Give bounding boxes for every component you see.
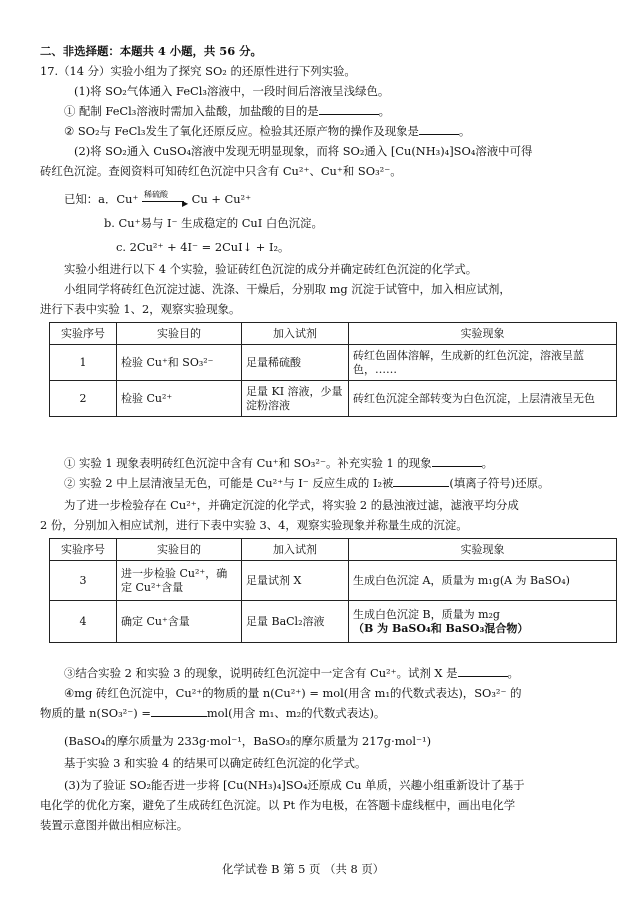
answer-blank (151, 706, 207, 717)
plan-line-3: 进行下表中实验 1、2，观察实验现象。 (40, 302, 241, 316)
known-a-pre: 已知：a．Cu⁺ (64, 192, 139, 206)
question-i-text: ① 实验 1 现象表明砖红色沉淀中含有 Cu⁺和 SO₃²⁻。补充实验 1 的现象 (64, 456, 432, 470)
answer-blank (393, 476, 449, 487)
table-header: 实验序号 (50, 539, 117, 561)
question-iii (64, 666, 519, 680)
question-ii (64, 476, 549, 490)
table-header: 实验目的 (117, 323, 242, 345)
table-cell: 足量稀硫酸 (242, 345, 349, 381)
table-header-row (50, 323, 617, 345)
table-header: 实验目的 (117, 539, 242, 561)
table-row (50, 381, 617, 417)
table-cell-note: （B 为 BaSO₄和 BaSO₃混合物） (353, 621, 529, 635)
known-a-post: Cu + Cu²⁺ (191, 192, 252, 206)
punct: 。 (378, 104, 391, 118)
plan-line-2: 小组同学将砖红色沉淀过滤、洗涤、干燥后，分别取 mg 沉淀于试管中，加入相应试剂， (64, 282, 511, 296)
known-c: c. 2Cu²⁺ + 4I⁻ = 2CuI↓ + I₂。 (116, 240, 290, 254)
table-cell: 检验 Cu²⁺ (117, 381, 242, 417)
table-cell: 1 (50, 345, 117, 381)
experiment-table-2 (49, 538, 617, 643)
answer-blank (419, 124, 459, 135)
question-iii-text: ③结合实验 2 和实验 3 的现象，说明砖红色沉淀中一定含有 Cu²⁺。试剂 X 是 (64, 666, 458, 680)
table-cell: 足量 KI 溶液，少量淀粉溶液 (242, 381, 349, 417)
table-cell: 3 (50, 561, 117, 601)
table-cell: 2 (50, 381, 117, 417)
part-1-item-a-text: ① 配制 FeCl₃溶液时需加入盐酸，加盐酸的目的是 (64, 104, 319, 118)
table-cell: 生成白色沉淀 A，质量为 m₁g(A 为 BaSO₄) (349, 561, 617, 601)
molar-mass-note: (BaSO₄的摩尔质量为 233g·mol⁻¹，BaSO₃的摩尔质量为 217g·mol⁻¹) (64, 734, 432, 748)
page-footer: 化学试卷 B 第 5 页 （共 8 页） (222, 862, 385, 876)
table-cell: 足量试剂 X (242, 561, 349, 601)
part-1-text: (1)将 SO₂气体通入 FeCl₃溶液中，一段时间后溶液呈浅绿色。 (74, 84, 390, 98)
punct: 。 (481, 456, 493, 470)
question-i (64, 456, 493, 470)
table-cell: 4 (50, 601, 117, 643)
table-header-row (50, 539, 617, 561)
table-row (50, 345, 617, 381)
answer-blank (458, 666, 508, 677)
answer-blank (319, 104, 379, 115)
table-header: 实验现象 (349, 539, 617, 561)
part-1-item-a (64, 104, 390, 118)
plan-line-1: 实验小组进行以下 4 个实验，验证砖红色沉淀的成分并确定砖红色沉淀的化学式。 (64, 262, 478, 276)
part-2-line-1: (2)将 SO₂通入 CuSO₄溶液中发现无明显现象，而将 SO₂通入 [Cu(NH₃)₄]SO₄溶液中可得 (74, 144, 533, 158)
table-cell: 砖红色固体溶解，生成新的红色沉淀，溶液呈蓝色，…… (349, 345, 617, 381)
further-line-1: 为了进一步检验存在 Cu²⁺，并确定沉淀的化学式，将实验 2 的悬浊液过滤，滤液平均分成 (64, 498, 519, 512)
table-cell: 进一步检验 Cu²⁺，确定 Cu²⁺含量 (117, 561, 242, 601)
part-2-line-2: 砖红色沉淀。查阅资料可知砖红色沉淀中只含有 Cu²⁺、Cu⁺和 SO₃²⁻。 (40, 164, 402, 178)
question-iv-text-a: 物质的量 n(SO₃²⁻) = (40, 706, 151, 720)
table-header: 加入试剂 (242, 539, 349, 561)
table-header: 实验现象 (349, 323, 617, 345)
question-iv-line-1: ④mg 砖红色沉淀中，Cu²⁺的物质的量 n(Cu²⁺) = mol(用含 m₁的代数式表达)，SO₃²⁻ 的 (64, 686, 522, 700)
table-cell: 检验 Cu⁺和 SO₃²⁻ (117, 345, 242, 381)
table-header: 加入试剂 (242, 323, 349, 345)
punct: 。 (458, 124, 471, 138)
table-cell: 确定 Cu⁺含量 (117, 601, 242, 643)
known-b: b. Cu⁺易与 I⁻ 生成稳定的 CuI 白色沉淀。 (104, 216, 323, 230)
answer-blank (432, 456, 482, 467)
part-1-item-b (64, 124, 470, 138)
table-cell-text: 生成白色沉淀 B，质量为 m₂g (353, 607, 500, 621)
table-cell: 足量 BaCl₂溶液 (242, 601, 349, 643)
question-17-intro: 17.（14 分）实验小组为了探究 SO₂ 的还原性进行下列实验。 (40, 64, 356, 78)
table-row (50, 601, 617, 643)
experiment-table-1 (49, 322, 617, 417)
table-row (50, 561, 617, 601)
table-cell: 砖红色沉淀全部转变为白色沉淀，上层清液呈无色 (349, 381, 617, 417)
question-ii-text-a: ② 实验 2 中上层清液呈无色，可能是 Cu²⁺与 I⁻ 反应生成的 I₂被 (64, 476, 394, 490)
section-title: 二、非选择题：本题共 4 小题，共 56 分。 (40, 44, 262, 58)
reaction-arrow: 稀硫酸 ▶ (144, 190, 189, 208)
conclusion-line: 基于实验 3 和实验 4 的结果可以确定砖红色沉淀的化学式。 (64, 756, 367, 770)
known-a (64, 192, 251, 206)
question-iv-text-b: mol(用含 m₁、m₂的代数式表达)。 (206, 706, 386, 720)
reaction-arrow-label: 稀硫酸 (144, 190, 169, 199)
part-3-line-1: (3)为了验证 SO₂能否进一步将 [Cu(NH₃)₄]SO₄还原成 Cu 单质，兴趣小组重新设计了基于 (64, 778, 525, 792)
part-1-item-b-text: ② SO₂与 FeCl₃发生了氧化还原反应。检验其还原产物的操作及现象是 (64, 124, 419, 138)
table-cell (349, 601, 617, 643)
question-iv-line-2 (40, 706, 385, 720)
question-ii-text-b: (填离子符号)还原。 (449, 476, 550, 490)
table-header: 实验序号 (50, 323, 117, 345)
further-line-2: 2 份，分别加入相应试剂，进行下表中实验 3、4，观察实验现象并称量生成的沉淀。 (40, 518, 468, 532)
part-3-line-3: 装置示意图并做出相应标注。 (40, 818, 189, 832)
part-3-line-2: 电化学的优化方案，避免了生成砖红色沉淀。以 Pt 作为电极，在答题卡虚线框中，画出电化学 (40, 798, 516, 812)
punct: 。 (507, 666, 519, 680)
